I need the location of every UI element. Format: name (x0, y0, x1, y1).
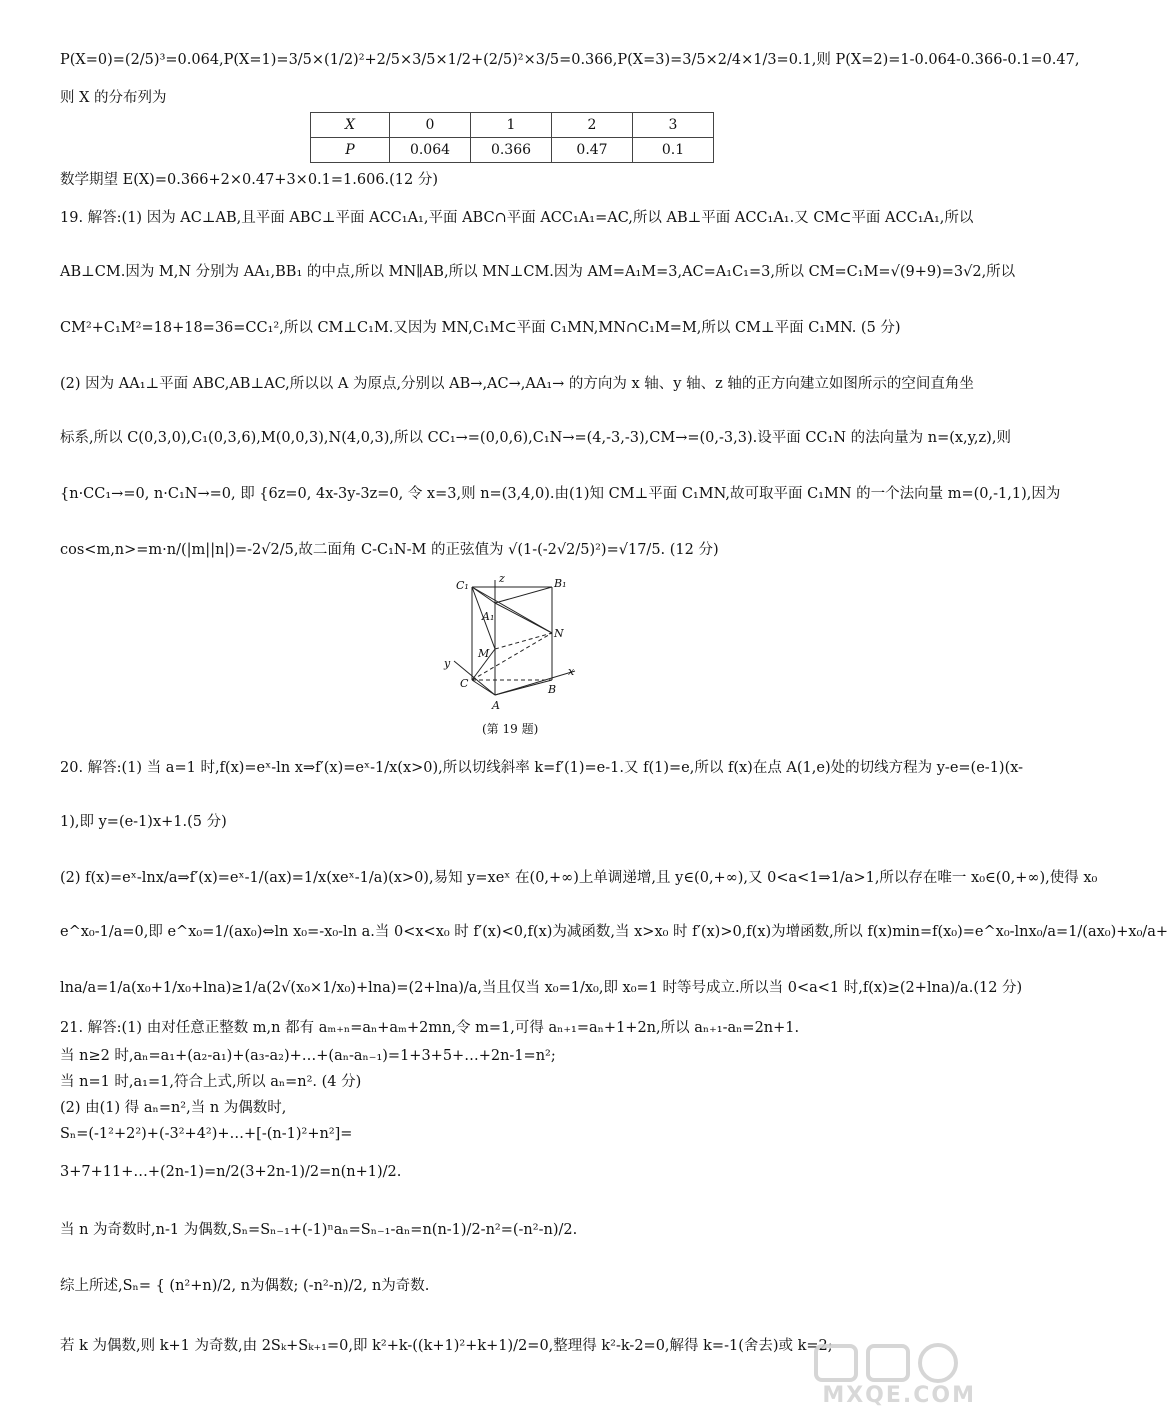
table-cell: 0 (390, 113, 471, 138)
figure-label: C (460, 677, 469, 690)
line-16: 21. 解答:(1) 由对任意正整数 m,n 都有 aₘ₊ₙ=aₙ+aₘ+2mn,令 m=1,可得 aₙ₊₁=aₙ+1+2n,所以 aₙ₊₁-aₙ=2n+1. (60, 1020, 800, 1036)
prism-figure (440, 572, 590, 735)
line-12: 1),即 y=(e-1)x+1.(5 分) (60, 814, 227, 830)
line-21: 3+7+11+…+(2n-1)=n/2(3+2n-1)/2=n(n+1)/2. (60, 1164, 402, 1180)
table-cell: 3 (633, 113, 714, 138)
figure-label: z (499, 572, 505, 585)
table-row (311, 138, 714, 163)
distribution-table (310, 112, 714, 163)
line-17: 当 n≥2 时,aₙ=a₁+(a₂-a₁)+(a₃-a₂)+…+(aₙ-aₙ₋₁)=1+3+5+…+2n-1=n²; (60, 1048, 556, 1064)
line-9: {n·CC₁→=0, n·C₁N→=0, 即 {6z=0, 4x-3y-3z=0, 令 x=3,则 n=(3,4,0).由(1)知 CM⊥平面 C₁MN,故可取平面 C₁MN 的一个法向量 m=(0,-1,1),因为 (60, 486, 1061, 502)
watermark-text: MXQE.COM (822, 1383, 976, 1408)
figure-label: y (444, 657, 451, 670)
figure-label: A₁ (482, 610, 495, 623)
line-19: (2) 由(1) 得 aₙ=n²,当 n 为偶数时, (60, 1100, 287, 1116)
figure-label: A (492, 699, 500, 712)
line-10: cos<m,n>=m·n/(|m||n|)=-2√2/5,故二面角 C-C₁N-M 的正弦值为 √(1-(-2√2/5)²)=√17/5. (12 分) (60, 542, 719, 558)
line-18: 当 n=1 时,a₁=1,符合上式,所以 aₙ=n². (4 分) (60, 1074, 362, 1090)
line-8: 标系,所以 C(0,3,0),C₁(0,3,6),M(0,0,3),N(4,0,3),所以 CC₁→=(0,0,6),C₁N→=(4,-3,-3),CM→=(0,-3,3).设平面 CC₁N 的法向量为 n=(x,y,z),则 (60, 430, 1011, 446)
line-2: 则 X 的分布列为 (60, 90, 167, 106)
line-5: AB⊥CM.因为 M,N 分别为 AA₁,BB₁ 的中点,所以 MN∥AB,所以 MN⊥CM.因为 AM=A₁M=3,AC=A₁C₁=3,所以 CM=C₁M=√(9+9)=3√2,所以 (60, 264, 1016, 280)
table-row (311, 113, 714, 138)
figure-caption: (第 19 题) (482, 722, 539, 736)
table-cell: P (311, 138, 390, 163)
table-cell: 0.1 (633, 138, 714, 163)
table-cell: 0.064 (390, 138, 471, 163)
line-15: lna/a=1/a(x₀+1/x₀+lna)≥1/a(2√(x₀×1/x₀)+lna)=(2+lna)/a,当且仅当 x₀=1/x₀,即 x₀=1 时等号成立.所以当 0<a<1 时,f(x)≥(2+lna)/a.(12 分) (60, 980, 1023, 996)
table-cell: 0.47 (552, 138, 633, 163)
line-6: CM²+C₁M²=18+18=36=CC₁²,所以 CM⊥C₁M.又因为 MN,C₁M⊂平面 C₁MN,MN∩C₁M=M,所以 CM⊥平面 C₁MN. (5 分) (60, 320, 901, 336)
figure-label: N (554, 627, 564, 640)
line-14: e^x₀-1/a=0,即 e^x₀=1/(ax₀)⇔ln x₀=-x₀-ln a.当 0<x<x₀ 时 f′(x)<0,f(x)为减函数,当 x>x₀ 时 f′(x)>0,f(x)为增函数,所以 f(x)min=f(x₀)=e^x₀-lnx₀/a=1/(ax₀)+x₀/a+ (60, 924, 1168, 940)
line-13: (2) f(x)=eˣ-lnx/a⇒f′(x)=eˣ-1/(ax)=1/x(xeˣ-1/a)(x>0),易知 y=xeˣ 在(0,+∞)上单调递增,且 y∈(0,+∞),又 0<a<1⇒1/a>1,所以存在唯一 x₀∈(0,+∞),使得 x₀ (60, 870, 1098, 886)
line-23: 综上所述,Sₙ= { (n²+n)/2, n为偶数; (-n²-n)/2, n为奇数. (60, 1278, 430, 1294)
figure-label: B₁ (554, 577, 567, 590)
table-cell: 2 (552, 113, 633, 138)
table-cell: X (311, 113, 390, 138)
line-1: P(X=0)=(2/5)³=0.064,P(X=1)=3/5×(1/2)²+2/5×3/5×1/2+(2/5)²×3/5=0.366,P(X=3)=3/5×2/4×1/3=0.1,则 P(X=2)=1-0.064-0.366-0.1=0.47, (60, 52, 1080, 68)
table-cell: 0.366 (471, 138, 552, 163)
line-4: 19. 解答:(1) 因为 AC⊥AB,且平面 ABC⊥平面 ACC₁A₁,平面 ABC∩平面 ACC₁A₁=AC,所以 AB⊥平面 ACC₁A₁.又 CM⊂平面 ACC₁A₁,所以 (60, 210, 974, 226)
figure-label: M (478, 647, 490, 660)
figure-label: B (548, 683, 557, 696)
line-22: 当 n 为奇数时,n-1 为偶数,Sₙ=Sₙ₋₁+(-1)ⁿaₙ=Sₙ₋₁-aₙ=n(n-1)/2-n²=(-n²-n)/2. (60, 1222, 578, 1238)
line-24: 若 k 为偶数,则 k+1 为奇数,由 2Sₖ+Sₖ₊₁=0,即 k²+k-((k+1)²+k+1)/2=0,整理得 k²-k-2=0,解得 k=-1(舍去)或 k=2; (60, 1338, 833, 1354)
line-3: 数学期望 E(X)=0.366+2×0.47+3×0.1=1.606.(12 分) (60, 172, 439, 188)
figure-label: x (568, 665, 575, 678)
table-cell: 1 (471, 113, 552, 138)
line-11: 20. 解答:(1) 当 a=1 时,f(x)=eˣ-ln x⇒f′(x)=eˣ-1/x(x>0),所以切线斜率 k=f′(1)=e-1.又 f(1)=e,所以 f(x)在点 A(1,e)处的切线方程为 y-e=(e-1)(x- (60, 760, 1024, 776)
line-7: (2) 因为 AA₁⊥平面 ABC,AB⊥AC,所以以 A 为原点,分别以 AB→,AC→,AA₁→ 的方向为 x 轴、y 轴、z 轴的正方向建立如图所示的空间直角坐 (60, 376, 974, 392)
figure-label: C₁ (456, 579, 469, 592)
line-20: Sₙ=(-1²+2²)+(-3²+4²)+…+[-(n-1)²+n²]= (60, 1126, 353, 1142)
